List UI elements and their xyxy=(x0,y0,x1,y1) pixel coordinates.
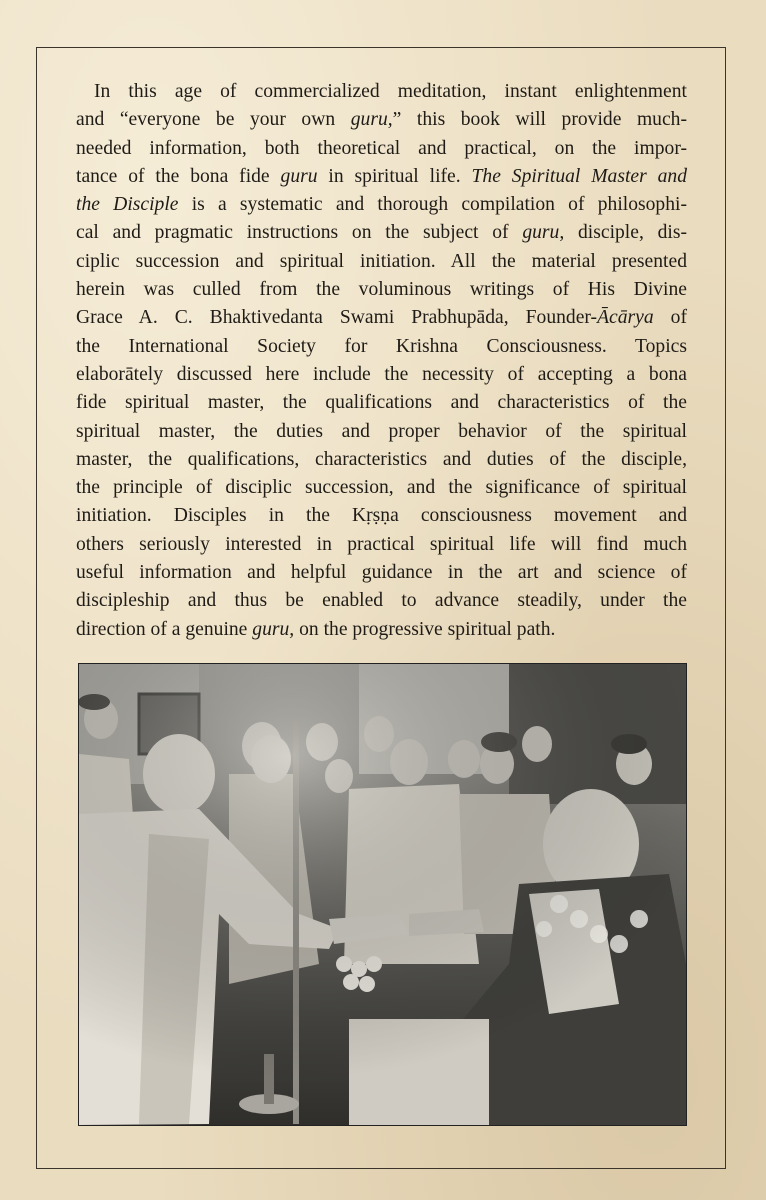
blurb-line: master, the qualifications, characteristics and duties of the disciple, xyxy=(76,448,687,470)
blurb-italic: guru, xyxy=(252,618,295,640)
blurb-line: the principle of disciplic succession, and the significance of spiritual xyxy=(76,477,687,499)
cover-blurb xyxy=(76,78,687,644)
blurb-line: initiation. Disciples in the Kṛṣṇa consciousness movement and xyxy=(76,505,687,527)
blurb-line: direction of a genuine guru, on the progressive spiritual path. xyxy=(76,618,556,640)
blurb-italic: guru, xyxy=(522,222,565,244)
blurb-line: others seriously interested in practical spiritual life will find much xyxy=(76,533,687,555)
blurb-line: spiritual master, the duties and proper behavior of the spiritual xyxy=(76,420,687,442)
blurb-italic: Ācārya xyxy=(597,307,654,329)
blurb-line: the Disciple is a systematic and thorough compilation of philosophi- xyxy=(76,194,687,216)
blurb-line: herein was culled from the voluminous writings of His Divine xyxy=(76,279,687,301)
blurb-line: fide spiritual master, the qualifications and characteristics of the xyxy=(76,392,687,414)
blurb-line: needed information, both theoretical and practical, on the impor- xyxy=(76,137,687,159)
blurb-line: cal and pragmatic instructions on the subject of guru, disciple, dis- xyxy=(76,222,687,244)
photo-scene xyxy=(79,664,686,1125)
blurb-line: tance of the bona fide guru in spiritual life. The Spiritual Master and xyxy=(76,165,688,187)
blurb-line: discipleship and thus be enabled to advance steadily, under the xyxy=(76,590,687,612)
blurb-line: the International Society for Krishna Consciousness. Topics xyxy=(76,335,687,357)
blurb-italic: The Spiritual Master and xyxy=(471,165,688,187)
blurb-line: In this age of commercialized meditation, instant enlightenment xyxy=(94,81,687,102)
blurb-italic: guru, xyxy=(350,109,393,131)
blurb-line: ciplic succession and spiritual initiation. All the material presented xyxy=(76,250,687,272)
blurb-line: and “everyone be your own guru,” this book will provide much- xyxy=(76,109,687,131)
blurb-italic: the Disciple xyxy=(76,194,179,216)
initiation-ceremony-photo xyxy=(78,663,687,1126)
blurb-line: elaborātely discussed here include the necessity of accepting a bona xyxy=(76,363,687,385)
blurb-italic: guru xyxy=(280,165,318,187)
blurb-line: Grace A. C. Bhaktivedanta Swami Prabhupāda, Founder-Ācārya of xyxy=(76,307,687,329)
blurb-line: useful information and helpful guidance in the art and science of xyxy=(76,562,687,584)
